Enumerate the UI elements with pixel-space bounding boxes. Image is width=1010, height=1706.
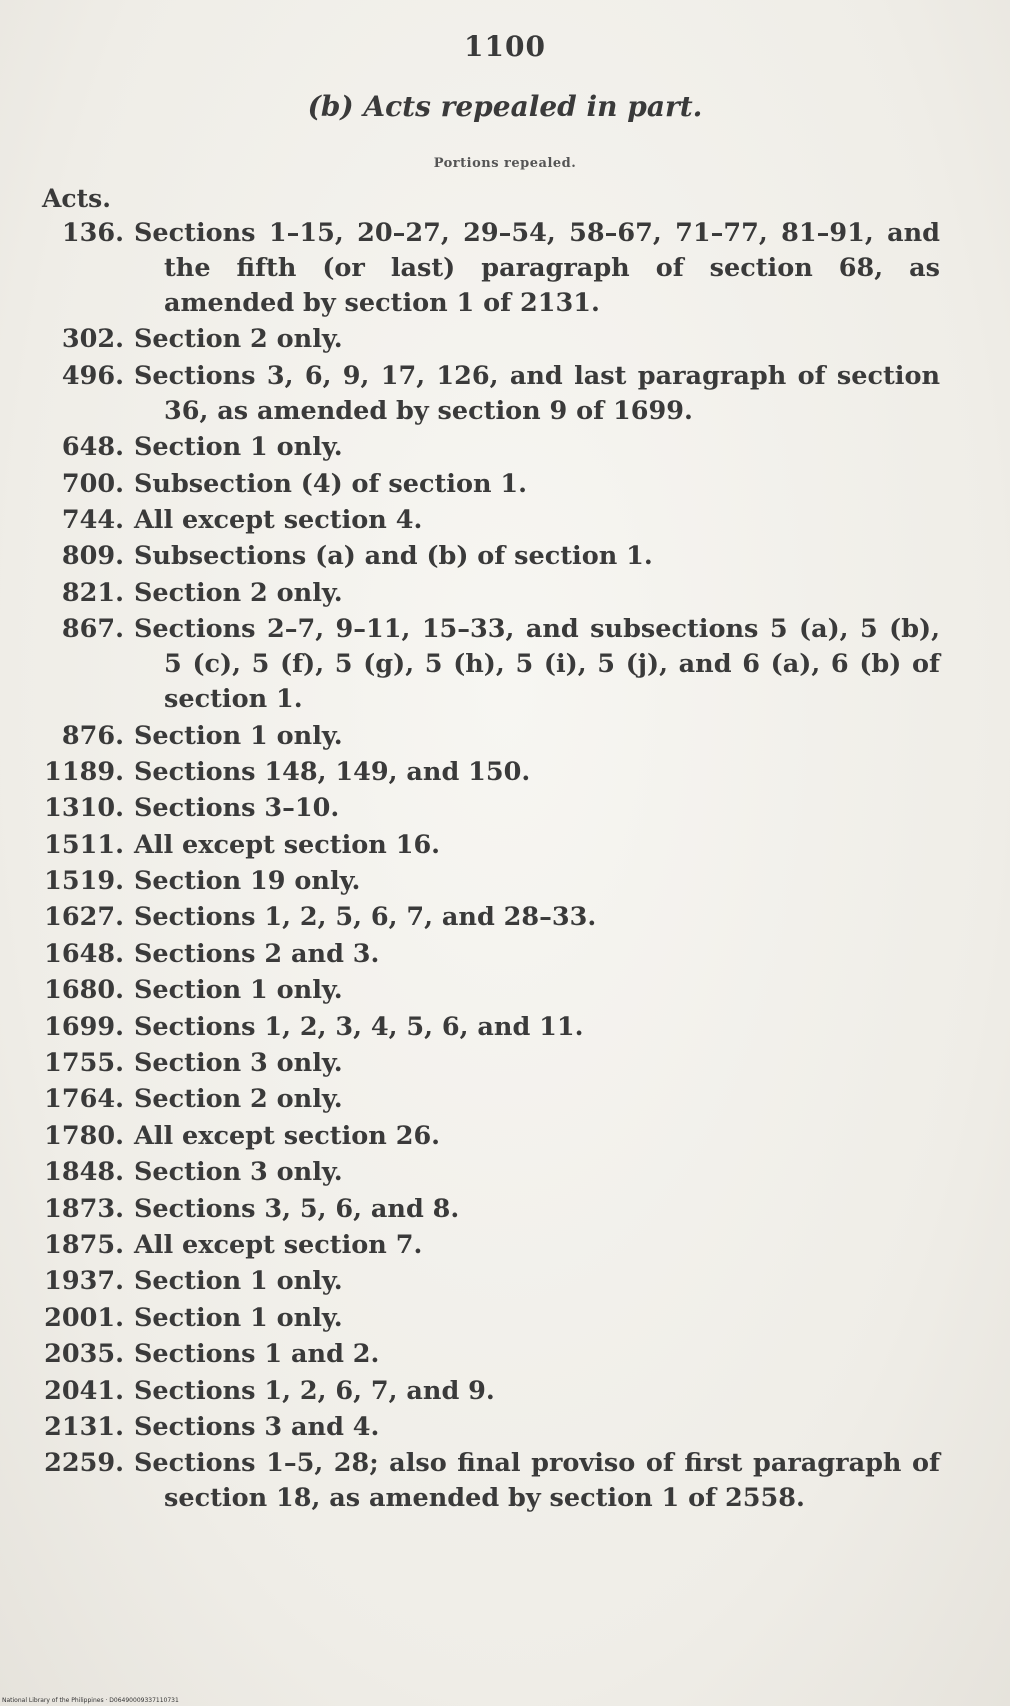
act-number: 876. [61,720,124,751]
portions-repealed: Section 1 only. [134,1302,343,1333]
list-item [40,937,940,972]
portions-repealed: Section 19 only. [134,866,361,897]
act-number: 2041. [44,1375,124,1406]
list-item [40,1010,940,1045]
act-number: 496. [61,360,124,391]
act-number: 2001. [44,1302,124,1333]
portions-repealed: Sections 1–5, 28; also final proviso of first paragraph of section 18, as amended by section 1 of 2558. [134,1448,940,1514]
act-number: 1189. [44,756,124,787]
list-item [40,1119,940,1154]
repealed-acts-list [40,216,940,1518]
list-item [40,1446,940,1516]
list-item [40,576,940,611]
portions-repealed: Sections 2 and 3. [134,938,380,969]
list-item [40,1374,940,1409]
act-number: 1310. [44,793,124,824]
list-item [40,216,940,321]
act-number: 700. [61,468,124,499]
act-number: 648. [61,432,124,463]
list-item [40,1337,940,1372]
act-number: 744. [61,504,124,535]
act-number: 809. [61,541,124,572]
act-number: 136. [61,218,124,248]
act-number: 1848. [44,1157,124,1188]
portions-repealed: Sections 3, 5, 6, and 8. [134,1193,460,1224]
portions-repealed: All except section 7. [134,1229,423,1260]
list-item [40,1046,940,1081]
list-item [40,828,940,863]
list-item [40,322,940,357]
act-number: 1648. [44,938,124,969]
portions-repealed: Section 1 only. [134,1266,343,1297]
footer-watermark: National Library of the Philippines · D06490009337110731 [2,1697,179,1704]
act-number: 2131. [44,1411,124,1442]
acts-label: Acts. [42,184,111,213]
list-item [40,503,940,538]
act-number: 2259. [44,1448,124,1479]
column-heading: Portions repealed. [433,156,577,171]
act-number: 1755. [44,1048,124,1079]
list-item [40,612,940,717]
portions-repealed: Section 1 only. [134,432,343,463]
page-number: 1100 [464,30,546,63]
portions-repealed: Section 3 only. [134,1048,343,1079]
list-item [40,900,940,935]
act-number: 867. [61,614,124,645]
portions-repealed: Sections 1 and 2. [134,1339,380,1370]
portions-repealed: Sections 1, 2, 6, 7, and 9. [134,1375,495,1406]
act-number: 1764. [44,1084,124,1115]
portions-repealed: Sections 1–15, 20–27, 29–54, 58–67, 71–77, 81–91, and the fifth (or last) paragraph of section 68, as amended by section 1 of 2131. [134,218,940,318]
list-item [40,973,940,1008]
list-item [40,539,940,574]
list-item [40,467,940,502]
list-item [40,864,940,899]
act-number: 1680. [44,975,124,1006]
portions-repealed: Sections 3–10. [134,793,340,824]
list-item [40,359,940,429]
portions-repealed: Sections 3, 6, 9, 17, 126, and last paragraph of section 36, as amended by section 9 of 1699. [134,360,940,426]
act-number: 1699. [44,1011,124,1042]
portions-repealed: Sections 2–7, 9–11, 15–33, and subsections 5 (a), 5 (b), 5 (c), 5 (f), 5 (g), 5 (h), 5 (i), 5 (j), and 6 (a), 6 (b) of section 1. [134,614,940,715]
act-number: 1519. [44,866,124,897]
list-item [40,1264,940,1299]
list-item [40,1082,940,1117]
list-item [40,1301,940,1336]
portions-repealed: Subsections (a) and (b) of section 1. [134,541,653,572]
act-number: 1627. [44,902,124,933]
portions-repealed: Sections 3 and 4. [134,1411,380,1442]
list-item [40,430,940,465]
portions-repealed: All except section 16. [134,829,441,860]
portions-repealed: Section 2 only. [134,324,343,355]
list-item [40,791,940,826]
act-number: 1511. [44,829,124,860]
act-number: 2035. [44,1339,124,1370]
portions-repealed: Subsection (4) of section 1. [134,468,528,499]
list-item [40,1155,940,1190]
act-number: 1873. [44,1193,124,1224]
portions-repealed: Sections 1, 2, 5, 6, 7, and 28–33. [134,902,597,933]
portions-repealed: Section 2 only. [134,1084,343,1115]
act-number: 1780. [44,1120,124,1151]
list-item [40,1192,940,1227]
list-item [40,755,940,790]
portions-repealed: All except section 4. [134,504,423,535]
act-number: 302. [61,324,124,355]
section-title: (b) Acts repealed in part. [307,90,703,123]
portions-repealed: Section 3 only. [134,1157,343,1188]
list-item [40,1228,940,1263]
portions-repealed: All except section 26. [134,1120,441,1151]
portions-repealed: Section 1 only. [134,720,343,751]
portions-repealed: Sections 148, 149, and 150. [134,756,531,787]
act-number: 821. [61,577,124,608]
list-item [40,719,940,754]
list-item [40,1410,940,1445]
act-number: 1875. [44,1229,124,1260]
portions-repealed: Section 1 only. [134,975,343,1006]
portions-repealed: Sections 1, 2, 3, 4, 5, 6, and 11. [134,1011,584,1042]
portions-repealed: Section 2 only. [134,577,343,608]
act-number: 1937. [44,1266,124,1297]
